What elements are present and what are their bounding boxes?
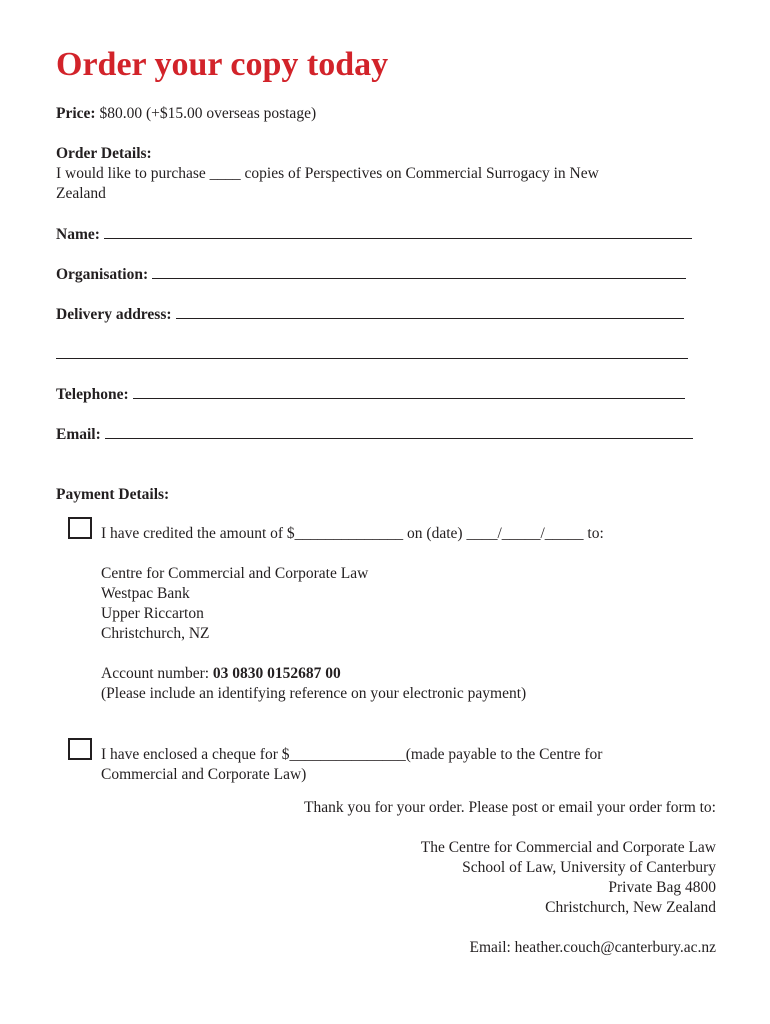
order-details-heading: Order Details: [56,145,152,162]
address-line-3: Private Bag 4800 [608,879,716,896]
email-input-line[interactable] [105,424,693,439]
name-field[interactable] [56,224,692,245]
email-label: Email: [56,426,101,443]
telephone-label: Telephone: [56,386,129,403]
contact-email[interactable]: Email: heather.couch@canterbury.ac.nz [469,939,716,956]
delivery-address-input-line-2[interactable] [56,344,688,359]
account-number-label: Account number: [101,665,210,682]
cheque-checkbox[interactable] [68,738,92,760]
delivery-address-label: Delivery address: [56,306,172,323]
delivery-address-field-2[interactable] [56,344,688,365]
delivery-address-input-line[interactable] [176,304,684,319]
address-line-2: School of Law, University of Canterbury [462,859,716,876]
page-title: Order your copy today [56,46,389,83]
cheque-option-line-1: I have enclosed a cheque for $_______________(made payable to the Centre for [101,746,603,763]
name-input-line[interactable] [104,224,692,239]
telephone-input-line[interactable] [133,384,685,399]
delivery-address-field[interactable] [56,304,684,325]
cheque-option-line-2: Commercial and Corporate Law) [101,766,307,783]
order-details-line-2: Zealand [56,185,106,202]
organisation-field[interactable] [56,264,686,285]
order-details-line-1: I would like to purchase ____ copies of Perspectives on Commercial Surrogacy in New [56,165,599,182]
price-line [56,104,316,124]
bank-line-3: Upper Riccarton [101,605,204,622]
price-label: Price: [56,105,96,122]
bank-line-1: Centre for Commercial and Corporate Law [101,565,369,582]
price-value: $80.00 (+$15.00 overseas postage) [99,105,317,122]
organisation-label: Organisation: [56,266,149,283]
email-field[interactable] [56,424,693,445]
thank-you-text: Thank you for your order. Please post or email your order form to: [304,799,716,816]
telephone-field[interactable] [56,384,685,405]
address-line-4: Christchurch, New Zealand [545,899,716,916]
account-number-value: 03 0830 0152687 00 [212,665,341,682]
account-number-line [101,664,341,684]
bank-line-4: Christchurch, NZ [101,625,210,642]
credited-checkbox[interactable] [68,517,92,539]
credited-option-text: I have credited the amount of $______________ on (date) ____/_____/_____ to: [101,525,604,542]
address-line-1: The Centre for Commercial and Corporate Law [420,839,716,856]
reference-note: (Please include an identifying reference on your electronic payment) [101,685,527,702]
bank-line-2: Westpac Bank [101,585,190,602]
organisation-input-line[interactable] [152,264,686,279]
name-label: Name: [56,226,100,243]
payment-details-heading: Payment Details: [56,486,170,503]
